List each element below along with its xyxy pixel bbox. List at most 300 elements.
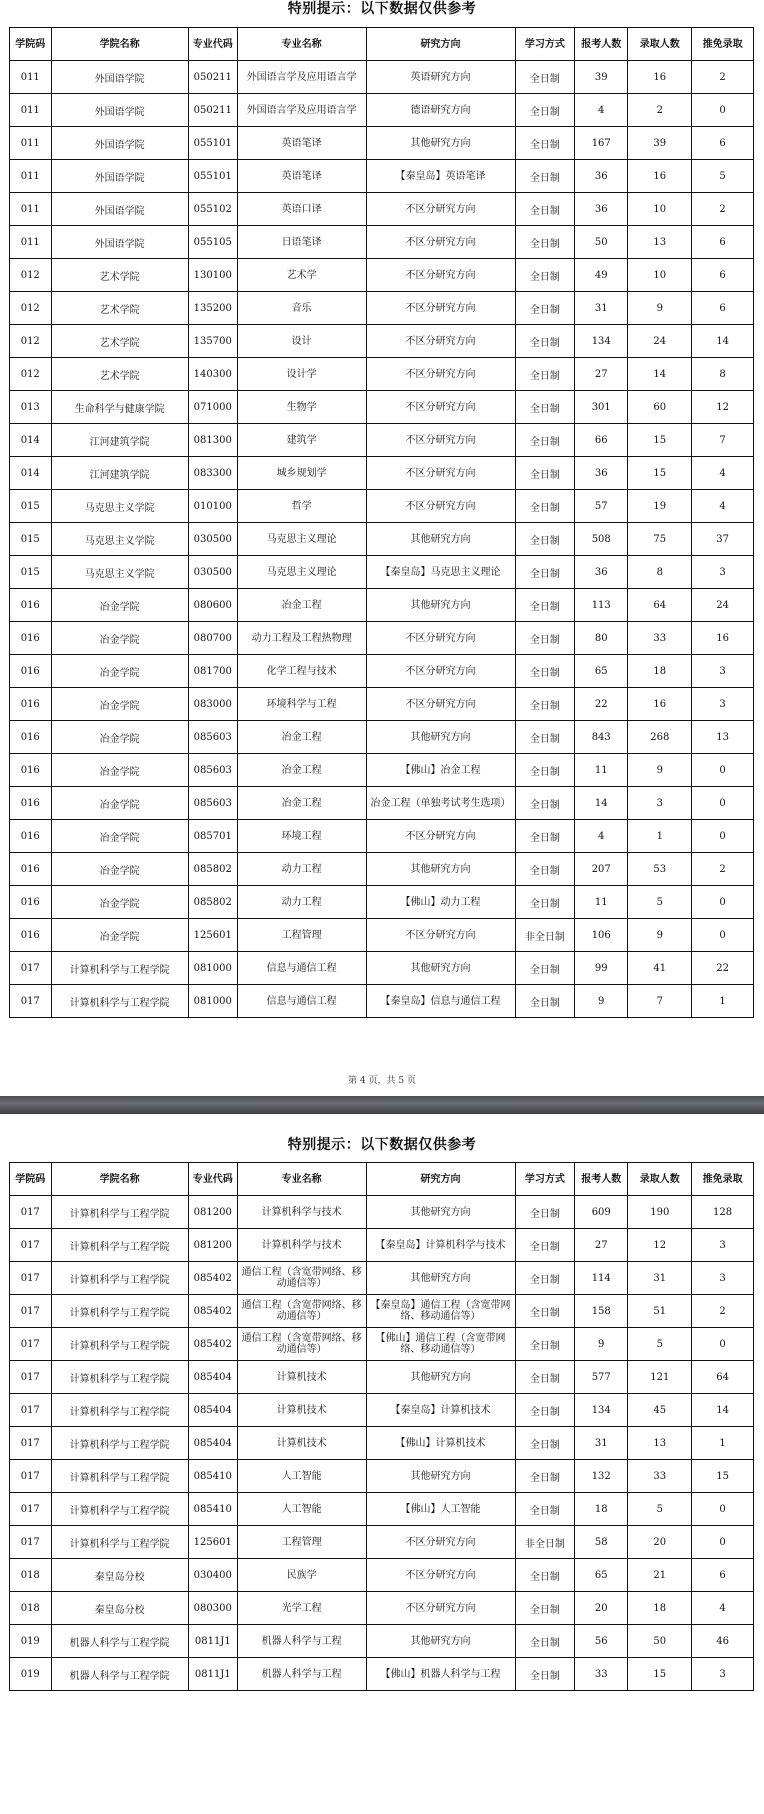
recommended-cell: 3: [692, 1658, 754, 1691]
study-mode-cell: 全日制: [515, 1328, 575, 1361]
col-header-college-name: 学院名称: [51, 28, 188, 61]
college-name-cell: 计算机科学与工程学院: [51, 1526, 188, 1559]
college-name-cell: 艺术学院: [51, 292, 188, 325]
table-row: [10, 1526, 754, 1559]
major-name-cell: 冶金工程: [237, 787, 366, 820]
research-direction-cell: 【秦皇岛】计算机技术: [366, 1394, 515, 1427]
admitted-cell: 268: [628, 721, 692, 754]
recommended-cell: 2: [692, 61, 754, 94]
table-row: [10, 1559, 754, 1592]
major-code-cell: 010100: [188, 490, 237, 523]
major-code-cell: 085404: [188, 1394, 237, 1427]
page-footer: 第 4 页，共 5 页: [348, 1076, 416, 1086]
college-name-cell: 生命科学与健康学院: [51, 391, 188, 424]
applicants-cell: 14: [575, 787, 628, 820]
applicants-cell: 31: [575, 1427, 628, 1460]
college-name-cell: 秦皇岛分校: [51, 1559, 188, 1592]
applicants-cell: 577: [575, 1361, 628, 1394]
major-code-cell: 085404: [188, 1361, 237, 1394]
table-row: [10, 1592, 754, 1625]
applicants-cell: 508: [575, 523, 628, 556]
college-name-cell: 冶金学院: [51, 721, 188, 754]
college-code-cell: 011: [10, 226, 52, 259]
college-name-cell: 艺术学院: [51, 358, 188, 391]
table-row: [10, 391, 754, 424]
major-code-cell: 030400: [188, 1559, 237, 1592]
major-name-cell: 计算机科学与技术: [237, 1229, 366, 1262]
college-name-cell: 马克思主义学院: [51, 490, 188, 523]
applicants-cell: 134: [575, 325, 628, 358]
applicants-cell: 36: [575, 193, 628, 226]
recommended-cell: 64: [692, 1361, 754, 1394]
applicants-cell: 11: [575, 886, 628, 919]
study-mode-cell: 全日制: [515, 886, 575, 919]
major-name-cell: 马克思主义理论: [237, 523, 366, 556]
major-code-cell: 135200: [188, 292, 237, 325]
major-code-cell: 083300: [188, 457, 237, 490]
col-header-major-name: 专业名称: [237, 28, 366, 61]
research-direction-cell: 不区分研究方向: [366, 490, 515, 523]
college-name-cell: 冶金学院: [51, 589, 188, 622]
college-code-cell: 019: [10, 1658, 52, 1691]
table-row: [10, 358, 754, 391]
recommended-cell: 6: [692, 1559, 754, 1592]
applicants-cell: 4: [575, 820, 628, 853]
admitted-cell: 24: [628, 325, 692, 358]
college-name-cell: 机器人科学与工程学院: [51, 1625, 188, 1658]
study-mode-cell: 全日制: [515, 1427, 575, 1460]
admitted-cell: 5: [628, 1328, 692, 1361]
recommended-cell: 6: [692, 127, 754, 160]
study-mode-cell: 全日制: [515, 160, 575, 193]
table-row: [10, 820, 754, 853]
recommended-cell: 3: [692, 688, 754, 721]
table-row: [10, 490, 754, 523]
recommended-cell: 46: [692, 1625, 754, 1658]
applicants-cell: 39: [575, 61, 628, 94]
admissions-table: [9, 1162, 754, 1691]
research-direction-cell: 不区分研究方向: [366, 622, 515, 655]
college-name-cell: 冶金学院: [51, 853, 188, 886]
major-name-cell: 民族学: [237, 1559, 366, 1592]
college-code-cell: 013: [10, 391, 52, 424]
college-code-cell: 014: [10, 457, 52, 490]
applicants-cell: 22: [575, 688, 628, 721]
table-row: [10, 688, 754, 721]
major-code-cell: 071000: [188, 391, 237, 424]
col-header-study-mode: 学习方式: [515, 28, 575, 61]
admitted-cell: 9: [628, 919, 692, 952]
major-name-cell: 工程管理: [237, 1526, 366, 1559]
table-row: [10, 259, 754, 292]
college-code-cell: 011: [10, 193, 52, 226]
table-row: [10, 556, 754, 589]
college-code-cell: 016: [10, 853, 52, 886]
applicants-cell: 58: [575, 1526, 628, 1559]
major-code-cell: 050211: [188, 94, 237, 127]
applicants-cell: 609: [575, 1196, 628, 1229]
table-header-row: [10, 1163, 754, 1196]
college-code-cell: 016: [10, 787, 52, 820]
study-mode-cell: 全日制: [515, 1196, 575, 1229]
study-mode-cell: 非全日制: [515, 919, 575, 952]
admitted-cell: 53: [628, 853, 692, 886]
table-row: [10, 160, 754, 193]
table-header-row: [10, 28, 754, 61]
recommended-cell: 7: [692, 424, 754, 457]
table-row: [10, 787, 754, 820]
col-header-research-direction: 研究方向: [366, 1163, 515, 1196]
recommended-cell: 0: [692, 754, 754, 787]
college-name-cell: 秦皇岛分校: [51, 1592, 188, 1625]
major-code-cell: 081200: [188, 1196, 237, 1229]
study-mode-cell: 全日制: [515, 490, 575, 523]
table-row: [10, 94, 754, 127]
applicants-cell: 50: [575, 226, 628, 259]
recommended-cell: 128: [692, 1196, 754, 1229]
applicants-cell: 65: [575, 1559, 628, 1592]
study-mode-cell: 全日制: [515, 952, 575, 985]
college-code-cell: 017: [10, 1493, 52, 1526]
applicants-cell: 4: [575, 94, 628, 127]
study-mode-cell: 全日制: [515, 853, 575, 886]
admitted-cell: 16: [628, 160, 692, 193]
major-name-cell: 外国语言学及应用语言学: [237, 61, 366, 94]
major-name-cell: 通信工程（含宽带网络、移动通信等）: [237, 1295, 366, 1328]
study-mode-cell: 全日制: [515, 1295, 575, 1328]
table-row: [10, 1196, 754, 1229]
major-code-cell: 085603: [188, 754, 237, 787]
major-name-cell: 音乐: [237, 292, 366, 325]
major-name-cell: 设计学: [237, 358, 366, 391]
college-code-cell: 012: [10, 292, 52, 325]
recommended-cell: 37: [692, 523, 754, 556]
college-name-cell: 冶金学院: [51, 820, 188, 853]
study-mode-cell: 全日制: [515, 622, 575, 655]
applicants-cell: 158: [575, 1295, 628, 1328]
major-code-cell: 085603: [188, 787, 237, 820]
study-mode-cell: 全日制: [515, 94, 575, 127]
college-name-cell: 艺术学院: [51, 259, 188, 292]
recommended-cell: 2: [692, 193, 754, 226]
research-direction-cell: 【秦皇岛】通信工程（含宽带网络、移动通信等）: [366, 1295, 515, 1328]
major-name-cell: 英语笔译: [237, 160, 366, 193]
major-name-cell: 信息与通信工程: [237, 985, 366, 1018]
table-row: [10, 655, 754, 688]
research-direction-cell: 不区分研究方向: [366, 919, 515, 952]
college-code-cell: 016: [10, 886, 52, 919]
research-direction-cell: 冶金工程（单独考试考生选项）: [366, 787, 515, 820]
major-name-cell: 冶金工程: [237, 754, 366, 787]
admitted-cell: 21: [628, 1559, 692, 1592]
college-name-cell: 计算机科学与工程学院: [51, 985, 188, 1018]
admitted-cell: 3: [628, 787, 692, 820]
college-name-cell: 外国语学院: [51, 94, 188, 127]
study-mode-cell: 全日制: [515, 193, 575, 226]
research-direction-cell: 其他研究方向: [366, 1625, 515, 1658]
major-name-cell: 设计: [237, 325, 366, 358]
research-direction-cell: 其他研究方向: [366, 1262, 515, 1295]
applicants-cell: 20: [575, 1592, 628, 1625]
college-name-cell: 外国语学院: [51, 61, 188, 94]
recommended-cell: 12: [692, 391, 754, 424]
col-header-admitted: 录取人数: [628, 28, 692, 61]
table-row: [10, 853, 754, 886]
college-name-cell: 冶金学院: [51, 787, 188, 820]
research-direction-cell: 其他研究方向: [366, 853, 515, 886]
applicants-cell: 114: [575, 1262, 628, 1295]
college-code-cell: 016: [10, 754, 52, 787]
recommended-cell: 0: [692, 1328, 754, 1361]
research-direction-cell: 【佛山】动力工程: [366, 886, 515, 919]
major-code-cell: 081700: [188, 655, 237, 688]
admitted-cell: 31: [628, 1262, 692, 1295]
research-direction-cell: 不区分研究方向: [366, 226, 515, 259]
recommended-cell: 2: [692, 853, 754, 886]
col-header-major-code: 专业代码: [188, 1163, 237, 1196]
table-row: [10, 193, 754, 226]
college-code-cell: 018: [10, 1592, 52, 1625]
applicants-cell: 99: [575, 952, 628, 985]
college-name-cell: 计算机科学与工程学院: [51, 952, 188, 985]
research-direction-cell: 不区分研究方向: [366, 259, 515, 292]
applicants-cell: 56: [575, 1625, 628, 1658]
college-code-cell: 011: [10, 94, 52, 127]
study-mode-cell: 全日制: [515, 589, 575, 622]
college-name-cell: 马克思主义学院: [51, 556, 188, 589]
applicants-cell: 843: [575, 721, 628, 754]
recommended-cell: 0: [692, 94, 754, 127]
study-mode-cell: 全日制: [515, 787, 575, 820]
admitted-cell: 51: [628, 1295, 692, 1328]
major-code-cell: 080600: [188, 589, 237, 622]
college-name-cell: 计算机科学与工程学院: [51, 1295, 188, 1328]
study-mode-cell: 非全日制: [515, 1526, 575, 1559]
college-name-cell: 马克思主义学院: [51, 523, 188, 556]
col-header-recommended: 推免录取: [692, 28, 754, 61]
college-code-cell: 011: [10, 61, 52, 94]
table-row: [10, 1427, 754, 1460]
study-mode-cell: 全日制: [515, 127, 575, 160]
table-row: [10, 325, 754, 358]
major-name-cell: 英语笔译: [237, 127, 366, 160]
study-mode-cell: 全日制: [515, 1493, 575, 1526]
table-row: [10, 1262, 754, 1295]
applicants-cell: 31: [575, 292, 628, 325]
applicants-cell: 36: [575, 457, 628, 490]
study-mode-cell: 全日制: [515, 688, 575, 721]
table-row: [10, 226, 754, 259]
applicants-cell: 66: [575, 424, 628, 457]
recommended-cell: 0: [692, 1493, 754, 1526]
college-code-cell: 017: [10, 1196, 52, 1229]
major-name-cell: 建筑学: [237, 424, 366, 457]
admissions-table: [9, 27, 754, 1018]
major-name-cell: 环境科学与工程: [237, 688, 366, 721]
major-name-cell: 冶金工程: [237, 721, 366, 754]
college-code-cell: 017: [10, 1328, 52, 1361]
major-code-cell: 080700: [188, 622, 237, 655]
admitted-cell: 18: [628, 655, 692, 688]
recommended-cell: 15: [692, 1460, 754, 1493]
research-direction-cell: 不区分研究方向: [366, 391, 515, 424]
applicants-cell: 207: [575, 853, 628, 886]
recommended-cell: 1: [692, 1427, 754, 1460]
recommended-cell: 2: [692, 1295, 754, 1328]
college-code-cell: 015: [10, 556, 52, 589]
study-mode-cell: 全日制: [515, 820, 575, 853]
major-name-cell: 艺术学: [237, 259, 366, 292]
college-name-cell: 冶金学院: [51, 655, 188, 688]
research-direction-cell: 【佛山】机器人科学与工程: [366, 1658, 515, 1691]
major-name-cell: 机器人科学与工程: [237, 1625, 366, 1658]
admitted-cell: 190: [628, 1196, 692, 1229]
applicants-cell: 18: [575, 1493, 628, 1526]
college-code-cell: 017: [10, 1262, 52, 1295]
college-code-cell: 017: [10, 952, 52, 985]
col-header-admitted: 录取人数: [628, 1163, 692, 1196]
research-direction-cell: 不区分研究方向: [366, 1592, 515, 1625]
study-mode-cell: 全日制: [515, 259, 575, 292]
research-direction-cell: 其他研究方向: [366, 952, 515, 985]
major-code-cell: 055101: [188, 160, 237, 193]
major-code-cell: 140300: [188, 358, 237, 391]
study-mode-cell: 全日制: [515, 325, 575, 358]
admitted-cell: 9: [628, 292, 692, 325]
recommended-cell: 5: [692, 160, 754, 193]
table-row: [10, 424, 754, 457]
applicants-cell: 11: [575, 754, 628, 787]
table-row: [10, 1328, 754, 1361]
major-name-cell: 日语笔译: [237, 226, 366, 259]
major-code-cell: 055101: [188, 127, 237, 160]
recommended-cell: 0: [692, 1526, 754, 1559]
admitted-cell: 10: [628, 259, 692, 292]
college-name-cell: 江河建筑学院: [51, 424, 188, 457]
major-name-cell: 马克思主义理论: [237, 556, 366, 589]
college-code-cell: 012: [10, 325, 52, 358]
col-header-recommended: 推免录取: [692, 1163, 754, 1196]
admitted-cell: 15: [628, 424, 692, 457]
table-row: [10, 1394, 754, 1427]
major-name-cell: 城乡规划学: [237, 457, 366, 490]
recommended-cell: 4: [692, 457, 754, 490]
major-name-cell: 人工智能: [237, 1493, 366, 1526]
major-name-cell: 哲学: [237, 490, 366, 523]
college-code-cell: 017: [10, 985, 52, 1018]
table-row: [10, 919, 754, 952]
recommended-cell: 4: [692, 1592, 754, 1625]
research-direction-cell: 其他研究方向: [366, 523, 515, 556]
applicants-cell: 113: [575, 589, 628, 622]
admitted-cell: 12: [628, 1229, 692, 1262]
research-direction-cell: 其他研究方向: [366, 1196, 515, 1229]
admitted-cell: 13: [628, 1427, 692, 1460]
admitted-cell: 9: [628, 754, 692, 787]
major-code-cell: 130100: [188, 259, 237, 292]
page-separator: [0, 1096, 764, 1114]
study-mode-cell: 全日制: [515, 721, 575, 754]
college-name-cell: 机器人科学与工程学院: [51, 1658, 188, 1691]
college-code-cell: 016: [10, 919, 52, 952]
study-mode-cell: 全日制: [515, 1460, 575, 1493]
major-code-cell: 055102: [188, 193, 237, 226]
col-header-study-mode: 学习方式: [515, 1163, 575, 1196]
major-name-cell: 动力工程及工程热物理: [237, 622, 366, 655]
table-row: [10, 292, 754, 325]
applicants-cell: 134: [575, 1394, 628, 1427]
admitted-cell: 75: [628, 523, 692, 556]
college-name-cell: 冶金学院: [51, 688, 188, 721]
admitted-cell: 15: [628, 457, 692, 490]
major-code-cell: 030500: [188, 523, 237, 556]
research-direction-cell: 其他研究方向: [366, 1460, 515, 1493]
study-mode-cell: 全日制: [515, 985, 575, 1018]
recommended-cell: 6: [692, 226, 754, 259]
table-row: [10, 457, 754, 490]
college-code-cell: 018: [10, 1559, 52, 1592]
college-code-cell: 016: [10, 589, 52, 622]
major-code-cell: 135700: [188, 325, 237, 358]
admitted-cell: 33: [628, 1460, 692, 1493]
college-name-cell: 计算机科学与工程学院: [51, 1229, 188, 1262]
college-name-cell: 计算机科学与工程学院: [51, 1493, 188, 1526]
research-direction-cell: 不区分研究方向: [366, 193, 515, 226]
college-code-cell: 016: [10, 655, 52, 688]
table-row: [10, 523, 754, 556]
admitted-cell: 39: [628, 127, 692, 160]
table-row: [10, 754, 754, 787]
table-row: [10, 127, 754, 160]
research-direction-cell: 不区分研究方向: [366, 292, 515, 325]
research-direction-cell: 不区分研究方向: [366, 1559, 515, 1592]
college-code-cell: 016: [10, 622, 52, 655]
major-code-cell: 081300: [188, 424, 237, 457]
major-name-cell: 外国语言学及应用语言学: [237, 94, 366, 127]
study-mode-cell: 全日制: [515, 523, 575, 556]
major-code-cell: 0811J1: [188, 1625, 237, 1658]
recommended-cell: 4: [692, 490, 754, 523]
major-code-cell: 085603: [188, 721, 237, 754]
college-code-cell: 015: [10, 490, 52, 523]
college-name-cell: 计算机科学与工程学院: [51, 1361, 188, 1394]
col-header-major-code: 专业代码: [188, 28, 237, 61]
table-row: [10, 1658, 754, 1691]
study-mode-cell: 全日制: [515, 1559, 575, 1592]
college-code-cell: 019: [10, 1625, 52, 1658]
major-name-cell: 信息与通信工程: [237, 952, 366, 985]
college-name-cell: 外国语学院: [51, 193, 188, 226]
study-mode-cell: 全日制: [515, 457, 575, 490]
table-row: [10, 589, 754, 622]
research-direction-cell: 不区分研究方向: [366, 457, 515, 490]
admitted-cell: 2: [628, 94, 692, 127]
admitted-cell: 33: [628, 622, 692, 655]
college-name-cell: 冶金学院: [51, 886, 188, 919]
major-name-cell: 英语口译: [237, 193, 366, 226]
research-direction-cell: 【佛山】冶金工程: [366, 754, 515, 787]
study-mode-cell: 全日制: [515, 1625, 575, 1658]
applicants-cell: 132: [575, 1460, 628, 1493]
recommended-cell: 3: [692, 1262, 754, 1295]
recommended-cell: 8: [692, 358, 754, 391]
admitted-cell: 19: [628, 490, 692, 523]
research-direction-cell: 英语研究方向: [366, 61, 515, 94]
applicants-cell: 9: [575, 1328, 628, 1361]
college-code-cell: 017: [10, 1526, 52, 1559]
research-direction-cell: 不区分研究方向: [366, 358, 515, 391]
table-row: [10, 622, 754, 655]
